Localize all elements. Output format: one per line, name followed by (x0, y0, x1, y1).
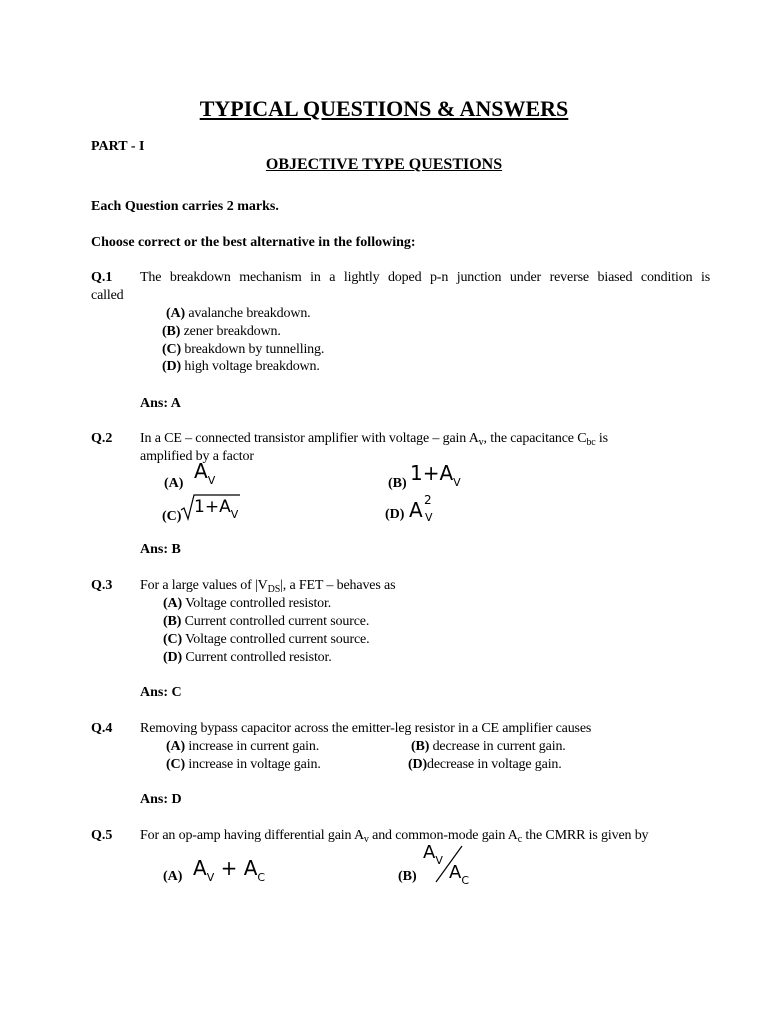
q5-option-b-label: (B) (398, 869, 417, 884)
option-text: Voltage controlled current source. (185, 632, 370, 647)
marks-note: Each Question carries 2 marks. (91, 199, 279, 214)
q2-text-a: In a CE – connected transistor amplifier with voltage – gain A (140, 431, 479, 446)
q5-option-a-formula (193, 856, 265, 884)
ans-label: Ans: (140, 685, 169, 700)
formula-sub: V (207, 474, 216, 487)
q2-option-c-formula (194, 497, 238, 521)
option-label: (C) (166, 757, 185, 772)
formula-sub: C (257, 871, 266, 884)
formula-sub: C (461, 874, 470, 887)
q3-text-b: |, a FET – behaves as (280, 578, 396, 593)
q1-text-line1: The breakdown mechanism in a lightly doped p-n junction under reverse biased condition is (140, 270, 710, 285)
q5-text-b: and common-mode gain A (368, 828, 518, 843)
option-label: (C) (163, 632, 182, 647)
formula-main: A (219, 497, 231, 517)
formula-main: A (243, 856, 258, 880)
q1-option-d (162, 359, 320, 375)
option-text: Current controlled resistor. (185, 650, 332, 665)
q2-option-d-main: A (409, 498, 423, 522)
q4-option-c (166, 757, 321, 773)
q5-option-b-denominator (449, 862, 469, 887)
ans-label: Ans: (140, 542, 169, 557)
formula-prefix: 1+ (194, 497, 220, 517)
q5-sub-v: v (363, 834, 369, 845)
option-label: (B) (162, 324, 181, 339)
formula-main: A (423, 842, 436, 863)
option-label: (B) (163, 614, 182, 629)
q2-text-line1 (140, 431, 710, 448)
option-text: decrease in voltage gain. (427, 757, 562, 772)
option-text: increase in current gain. (188, 739, 320, 754)
option-label: (A) (163, 596, 182, 611)
formula-main: A (449, 862, 462, 883)
option-label: (B) (411, 739, 430, 754)
q2-text-b: , the capacitance C (483, 431, 587, 446)
option-label: (C) (162, 342, 181, 357)
formula-sub: V (206, 871, 215, 884)
formula-sub: V (435, 854, 443, 867)
ans-label: Ans: (140, 396, 169, 411)
q3-text-a: For a large values of |V (140, 578, 268, 593)
q2-option-b-label: (B) (388, 476, 407, 491)
q3-option-b (163, 614, 369, 630)
formula-operator: + (220, 856, 238, 880)
q2-option-d-label: (D) (385, 507, 405, 522)
q4-option-d (408, 757, 562, 773)
option-text: avalanche breakdown. (188, 306, 311, 321)
q2-number: Q.2 (91, 431, 113, 446)
q2-sub-v: v (478, 437, 484, 448)
q3-sub: DS (267, 584, 281, 595)
option-label: (A) (166, 306, 185, 321)
q1-number: Q.1 (91, 270, 113, 285)
formula-main: A (193, 856, 207, 880)
formula-main: A (439, 461, 454, 485)
q5-text (140, 828, 648, 845)
q3-option-d (163, 650, 332, 666)
ans-value: A (170, 396, 181, 411)
q5-text-c: the CMRR is given by (522, 828, 649, 843)
option-label: (D) (162, 359, 181, 374)
formula-prefix: 1+ (410, 461, 440, 485)
q4-answer (140, 792, 182, 808)
q5-sub-c: c (517, 834, 523, 845)
option-text: increase in voltage gain. (188, 757, 321, 772)
ans-value: C (171, 685, 182, 700)
option-text: high voltage breakdown. (184, 359, 320, 374)
option-label: (D) (408, 757, 427, 772)
q5-option-a-label: (A) (163, 869, 183, 884)
formula-main: A (194, 459, 208, 483)
formula-sub: V (230, 508, 239, 521)
option-text: Voltage controlled resistor. (185, 596, 332, 611)
q2-sub-bc: bc (586, 437, 596, 448)
option-text: decrease in current gain. (432, 739, 566, 754)
q1-text-line2: called (91, 288, 124, 303)
option-text: zener breakdown. (183, 324, 281, 339)
q1-option-b (162, 324, 281, 340)
q4-option-a (166, 739, 319, 755)
q3-number: Q.3 (91, 578, 113, 593)
ans-value: D (171, 792, 182, 807)
q5-number: Q.5 (91, 828, 113, 843)
q4-text: Removing bypass capacitor across the emitter-leg resistor in a CE amplifier causes (140, 721, 592, 736)
section-heading: OBJECTIVE TYPE QUESTIONS (265, 156, 503, 173)
page-title: TYPICAL QUESTIONS & ANSWERS (199, 96, 569, 121)
q4-option-b (411, 739, 566, 755)
q3-answer (140, 685, 182, 701)
q2-option-a-label: (A) (164, 476, 184, 491)
option-text: Current controlled current source. (184, 614, 370, 629)
q1-option-c (162, 342, 324, 358)
q1-answer (140, 396, 181, 412)
q2-option-d-sub: V (425, 511, 433, 524)
q2-option-d-sup: 2 (424, 493, 432, 507)
instruction: Choose correct or the best alternative in the following: (91, 235, 416, 250)
q3-text (140, 578, 395, 595)
q5-text-a: For an op-amp having differential gain A (140, 828, 364, 843)
q3-option-c (163, 632, 369, 648)
option-label: (D) (163, 650, 182, 665)
q2-text-c: is (595, 431, 608, 446)
q3-option-a (163, 596, 331, 612)
ans-label: Ans: (140, 792, 169, 807)
q2-option-c-label: (C) (162, 509, 182, 524)
option-text: breakdown by tunnelling. (184, 342, 325, 357)
option-label: (A) (166, 739, 185, 754)
q2-option-b-formula (410, 461, 461, 489)
ans-value: B (171, 542, 181, 557)
q1-option-a (166, 306, 311, 322)
formula-sub: V (453, 476, 461, 489)
q2-option-a-formula (194, 459, 215, 487)
q4-number: Q.4 (91, 721, 113, 736)
q2-text-line2: amplified by a factor (140, 449, 254, 464)
q2-answer (140, 542, 181, 558)
part-label: PART - I (91, 139, 145, 154)
